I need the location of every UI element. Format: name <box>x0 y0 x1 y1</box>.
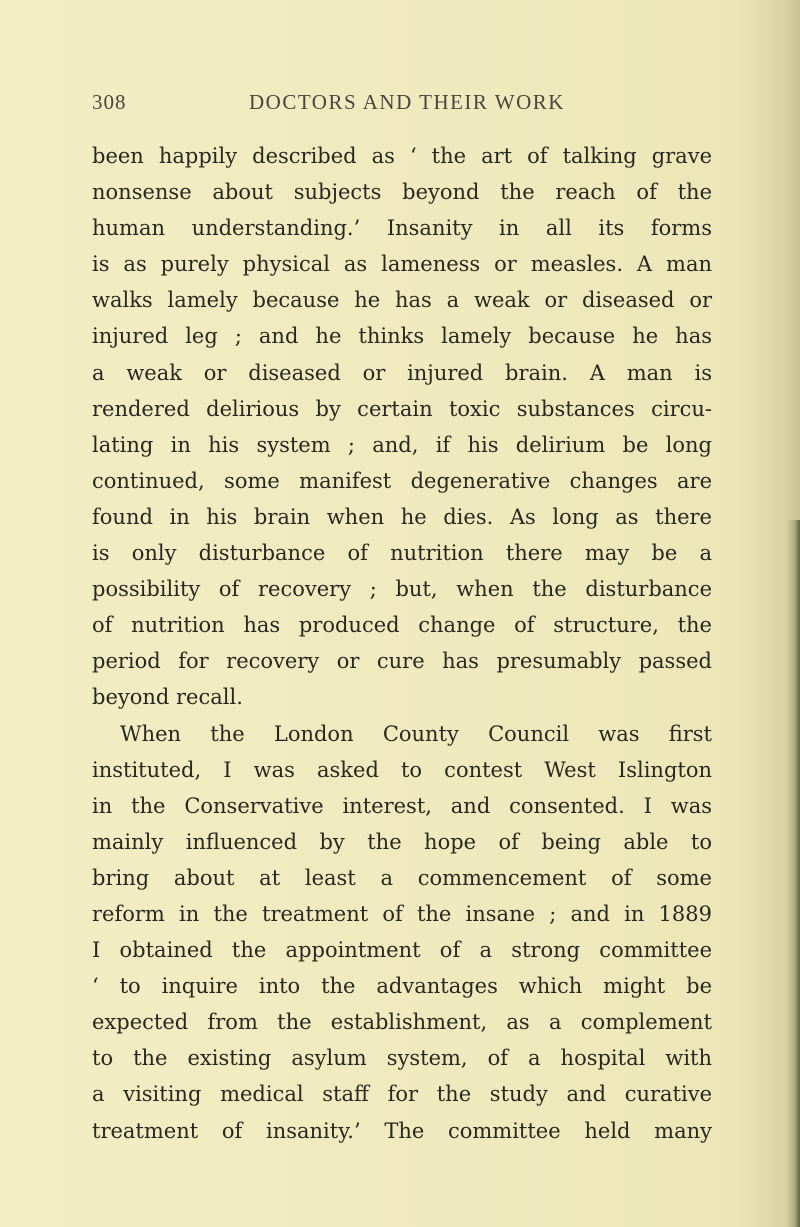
body-text <box>92 138 712 1149</box>
text-line: a weak or diseased or injured brain. A man is <box>92 360 712 385</box>
paragraph-end-line: beyond recall. <box>92 685 243 710</box>
text-line: period for recovery or cure has presumably passed <box>92 649 712 674</box>
text-line: been happily described as ‘ the art of talking grave <box>92 144 712 168</box>
text-line: found in his brain when he dies. As long as there <box>92 504 712 529</box>
text-line: continued, some manifest degenerative changes are <box>92 468 712 493</box>
text-line: injured leg ; and he thinks lamely because he has <box>92 324 712 349</box>
text-line: human understanding.’ Insanity in all its forms <box>92 216 712 241</box>
text-line: in the Conservative interest, and consented. I was <box>92 793 712 818</box>
text-line: possibility of recovery ; but, when the disturbance <box>92 577 712 602</box>
text-line: is as purely physical as lameness or measles. A man <box>92 252 712 277</box>
text-line: walks lamely because he has a weak or diseased or <box>92 288 712 313</box>
text-line: a visiting medical staff for the study and curative <box>92 1082 712 1107</box>
page-number: 308 <box>92 90 127 114</box>
text-line: instituted, I was asked to contest West Islington <box>92 757 712 782</box>
paragraph-start-line: When the London County Council was first <box>120 721 712 746</box>
text-line: of nutrition has produced change of structure, the <box>92 613 712 638</box>
text-line: reform in the treatment of the insane ; and in 1889 <box>92 901 712 926</box>
running-head: DOCTORS AND THEIR WORK <box>249 90 565 114</box>
page-header <box>92 90 712 116</box>
text-line: I obtained the appointment of a strong committee <box>92 938 712 963</box>
text-line: to the existing asylum system, of a hospital with <box>92 1046 712 1071</box>
page-edge-shadow <box>786 520 800 1227</box>
text-line: nonsense about subjects beyond the reach of the <box>92 180 712 205</box>
text-line: is only disturbance of nutrition there may be a <box>92 541 712 566</box>
text-line: lating in his system ; and, if his delirium be long <box>92 432 712 457</box>
text-line: rendered delirious by certain toxic substances circu- <box>92 396 712 421</box>
text-line: expected from the establishment, as a complement <box>92 1010 712 1035</box>
text-line: mainly influenced by the hope of being able to <box>92 829 712 854</box>
text-line: bring about at least a commencement of some <box>92 865 712 890</box>
text-line: ‘ to inquire into the advantages which might be <box>92 974 712 999</box>
text-line: treatment of insanity.’ The committee held many <box>92 1118 712 1143</box>
